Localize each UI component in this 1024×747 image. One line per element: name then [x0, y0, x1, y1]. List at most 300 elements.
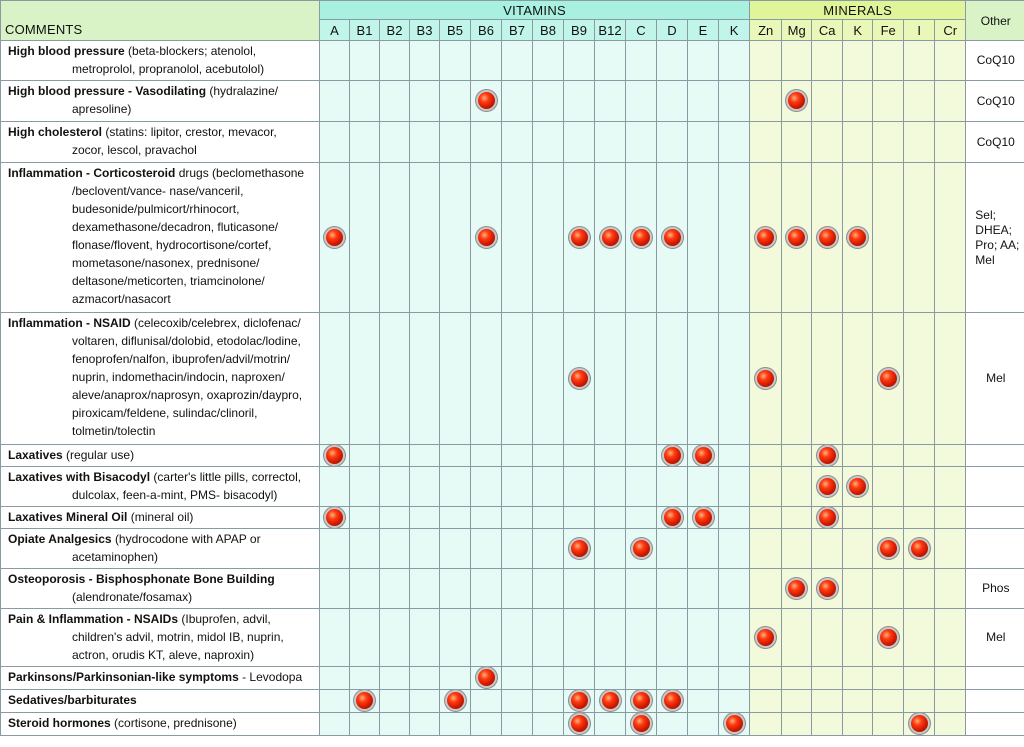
- mineral-cell-ca: [812, 313, 843, 445]
- vitamin-cell-b9: [564, 313, 595, 445]
- mineral-cell-mg: [782, 313, 812, 445]
- vitamin-cell-b5: [440, 163, 471, 313]
- depletion-dot-icon: [880, 370, 897, 387]
- vitamin-cell-b3: [410, 609, 440, 667]
- vitamin-cell-b7: [502, 713, 533, 736]
- depletion-dot-icon: [880, 540, 897, 557]
- medication-desc-line: drugs (beclomethasone: [178, 166, 305, 180]
- vitamin-cell-c: [626, 690, 657, 713]
- mineral-col-ca: Ca: [812, 20, 843, 41]
- depletion-dot-icon: [880, 629, 897, 646]
- medication-cell: [1, 313, 320, 445]
- depletion-dot-icon: [757, 229, 774, 246]
- medication-desc-line: voltaren, diflunisal/dolobid, etodolac/lodine,: [72, 334, 301, 348]
- mineral-cell-cr: [935, 690, 966, 713]
- medication-cell: [1, 690, 320, 713]
- mineral-cell-i: [904, 507, 935, 529]
- medication-desc-line: aleve/anaprox/naprosyn, oxaprozin/daypro,: [72, 388, 303, 402]
- vitamin-cell-b7: [502, 690, 533, 713]
- table-row: [1, 313, 1024, 445]
- vitamin-cell-b8: [533, 569, 564, 609]
- vitamin-cell-e: [688, 41, 719, 81]
- medication-desc-line: /beclovent/vance- nase/vanceril,: [72, 184, 244, 198]
- vitamin-col-b5: B5: [440, 20, 471, 41]
- vitamin-cell-b8: [533, 467, 564, 507]
- depletion-dot-icon: [788, 92, 805, 109]
- vitamin-cell-c: [626, 81, 657, 122]
- vitamin-cell-c: [626, 713, 657, 736]
- depletion-dot-icon: [819, 580, 836, 597]
- medication-desc-line: azmacort/nasacort: [72, 292, 171, 306]
- vitamin-cell-b3: [410, 690, 440, 713]
- mineral-col-k: K: [843, 20, 873, 41]
- table-row: [1, 569, 1024, 609]
- medication-cell: [1, 163, 320, 313]
- vitamin-cell-k: [719, 81, 750, 122]
- table-row: [1, 445, 1024, 467]
- depletion-dot-icon: [478, 229, 495, 246]
- vitamin-cell-b5: [440, 667, 471, 690]
- vitamin-cell-b6: [471, 713, 502, 736]
- mineral-cell-i: [904, 667, 935, 690]
- vitamin-cell-b1: [350, 41, 380, 81]
- table-row: [1, 529, 1024, 569]
- medication-desc-line: piroxicam/feldene, sulindac/clinoril,: [72, 406, 258, 420]
- mineral-cell-zn: [750, 529, 782, 569]
- vitamin-cell-b12: [595, 445, 626, 467]
- vitamin-cell-b8: [533, 313, 564, 445]
- vitamin-col-b7: B7: [502, 20, 533, 41]
- mineral-cell-cr: [935, 713, 966, 736]
- table-row: [1, 122, 1024, 163]
- mineral-cell-zn: [750, 609, 782, 667]
- depletion-dot-icon: [633, 540, 650, 557]
- mineral-cell-cr: [935, 609, 966, 667]
- table-row: [1, 713, 1024, 736]
- mineral-cell-k: [843, 507, 873, 529]
- vitamin-cell-b1: [350, 467, 380, 507]
- mineral-cell-cr: [935, 667, 966, 690]
- depletion-dot-icon: [571, 370, 588, 387]
- comments-header: COMMENTS: [1, 1, 320, 41]
- vitamin-col-b1: B1: [350, 20, 380, 41]
- vitamin-cell-b6: [471, 667, 502, 690]
- vitamin-cell-e: [688, 609, 719, 667]
- mineral-cell-mg: [782, 507, 812, 529]
- mineral-cell-fe: [873, 445, 904, 467]
- mineral-cell-mg: [782, 609, 812, 667]
- depletion-dot-icon: [326, 509, 343, 526]
- vitamin-cell-b9: [564, 81, 595, 122]
- vitamin-cell-a: [320, 122, 350, 163]
- vitamin-cell-e: [688, 690, 719, 713]
- vitamin-cell-b8: [533, 122, 564, 163]
- vitamin-cell-b6: [471, 163, 502, 313]
- vitamin-cell-b1: [350, 690, 380, 713]
- depletion-dot-icon: [695, 447, 712, 464]
- vitamin-cell-b3: [410, 569, 440, 609]
- vitamin-cell-b1: [350, 445, 380, 467]
- mineral-cell-i: [904, 445, 935, 467]
- table-row: [1, 667, 1024, 690]
- vitamin-cell-k: [719, 163, 750, 313]
- vitamin-cell-b6: [471, 690, 502, 713]
- vitamin-col-b3: B3: [410, 20, 440, 41]
- mineral-cell-k: [843, 41, 873, 81]
- vitamin-cell-b5: [440, 609, 471, 667]
- vitamin-cell-d: [657, 313, 688, 445]
- mineral-cell-fe: [873, 507, 904, 529]
- vitamin-cell-b7: [502, 667, 533, 690]
- medication-desc-line: tolmetin/tolectin: [72, 424, 156, 438]
- other-cell: [966, 713, 1024, 736]
- vitamin-cell-e: [688, 667, 719, 690]
- vitamin-cell-d: [657, 529, 688, 569]
- vitamin-cell-d: [657, 713, 688, 736]
- vitamin-cell-b3: [410, 507, 440, 529]
- depletion-dot-icon: [819, 229, 836, 246]
- vitamin-cell-e: [688, 529, 719, 569]
- mineral-cell-ca: [812, 81, 843, 122]
- other-cell: [966, 690, 1024, 713]
- other-cell: [966, 529, 1024, 569]
- vitamin-cell-b1: [350, 313, 380, 445]
- vitamin-cell-b12: [595, 569, 626, 609]
- vitamin-cell-b9: [564, 690, 595, 713]
- vitamin-cell-b1: [350, 529, 380, 569]
- vitamin-cell-b5: [440, 467, 471, 507]
- depletion-dot-icon: [819, 509, 836, 526]
- mineral-cell-i: [904, 163, 935, 313]
- medication-desc-line: (statins: lipitor, crestor, mevacor,: [105, 125, 277, 139]
- vitamin-cell-b1: [350, 713, 380, 736]
- medication-cell: [1, 713, 320, 736]
- vitamin-cell-b7: [502, 609, 533, 667]
- mineral-cell-k: [843, 81, 873, 122]
- depletion-dot-icon: [788, 580, 805, 597]
- vitamin-cell-b3: [410, 313, 440, 445]
- vitamin-cell-b5: [440, 529, 471, 569]
- vitamin-cell-b2: [380, 122, 410, 163]
- vitamin-cell-b7: [502, 507, 533, 529]
- other-cell: Mel: [966, 609, 1024, 667]
- medication-desc-line: mometasone/nasonex, prednisone/: [72, 256, 260, 270]
- medication-desc-line: children's advil, motrin, midol IB, nuprin,: [72, 630, 284, 644]
- vitamin-cell-b9: [564, 713, 595, 736]
- vitamin-cell-b9: [564, 41, 595, 81]
- mineral-cell-zn: [750, 507, 782, 529]
- mineral-cell-fe: [873, 41, 904, 81]
- vitamin-cell-k: [719, 609, 750, 667]
- vitamin-cell-a: [320, 467, 350, 507]
- mineral-cell-fe: [873, 529, 904, 569]
- vitamin-cell-k: [719, 313, 750, 445]
- vitamin-cell-a: [320, 609, 350, 667]
- vitamin-cell-d: [657, 41, 688, 81]
- medication-cell: [1, 569, 320, 609]
- other-cell: [966, 667, 1024, 690]
- vitamin-cell-b9: [564, 445, 595, 467]
- minerals-header: MINERALS: [750, 1, 966, 20]
- depletion-dot-icon: [819, 447, 836, 464]
- medication-title: Laxatives: [8, 448, 63, 462]
- mineral-cell-i: [904, 81, 935, 122]
- medication-desc-line: acetaminophen): [72, 550, 159, 564]
- vitamin-cell-a: [320, 713, 350, 736]
- mineral-cell-ca: [812, 529, 843, 569]
- vitamin-cell-k: [719, 41, 750, 81]
- vitamin-cell-b2: [380, 41, 410, 81]
- vitamin-cell-b2: [380, 569, 410, 609]
- mineral-cell-fe: [873, 81, 904, 122]
- vitamin-cell-b6: [471, 445, 502, 467]
- mineral-cell-cr: [935, 313, 966, 445]
- vitamin-cell-k: [719, 445, 750, 467]
- vitamin-cell-b5: [440, 81, 471, 122]
- medication-cell: [1, 507, 320, 529]
- mineral-cell-ca: [812, 163, 843, 313]
- vitamin-cell-b3: [410, 122, 440, 163]
- medication-desc-line: zocor, lescol, pravachol: [72, 143, 197, 157]
- vitamin-cell-a: [320, 81, 350, 122]
- mineral-col-mg: Mg: [782, 20, 812, 41]
- mineral-cell-fe: [873, 163, 904, 313]
- mineral-cell-mg: [782, 667, 812, 690]
- vitamin-cell-b2: [380, 313, 410, 445]
- vitamin-col-b12: B12: [595, 20, 626, 41]
- mineral-cell-ca: [812, 41, 843, 81]
- vitamin-col-b2: B2: [380, 20, 410, 41]
- depletion-dot-icon: [356, 692, 373, 709]
- vitamin-cell-b2: [380, 507, 410, 529]
- vitamin-col-b8: B8: [533, 20, 564, 41]
- vitamin-cell-b12: [595, 41, 626, 81]
- other-header: Other: [966, 1, 1024, 41]
- medication-cell: [1, 445, 320, 467]
- vitamin-cell-b6: [471, 467, 502, 507]
- depletion-dot-icon: [664, 447, 681, 464]
- table-row: [1, 690, 1024, 713]
- medication-desc-line: (Ibuprofen, advil,: [181, 612, 271, 626]
- depletion-dot-icon: [819, 478, 836, 495]
- depletion-dot-icon: [788, 229, 805, 246]
- depletion-dot-icon: [602, 692, 619, 709]
- mineral-cell-k: [843, 445, 873, 467]
- vitamin-cell-b7: [502, 445, 533, 467]
- mineral-cell-mg: [782, 445, 812, 467]
- mineral-cell-i: [904, 609, 935, 667]
- mineral-cell-mg: [782, 81, 812, 122]
- medication-title: Laxatives with Bisacodyl: [8, 470, 151, 484]
- vitamin-cell-b3: [410, 667, 440, 690]
- depletion-dot-icon: [849, 229, 866, 246]
- vitamin-cell-b3: [410, 467, 440, 507]
- medication-title: High blood pressure: [8, 44, 125, 58]
- mineral-cell-cr: [935, 507, 966, 529]
- medication-cell: [1, 122, 320, 163]
- vitamin-cell-b2: [380, 713, 410, 736]
- other-cell: [966, 507, 1024, 529]
- depletion-dot-icon: [633, 229, 650, 246]
- mineral-cell-cr: [935, 163, 966, 313]
- medication-title: Osteoporosis - Bisphosphonate Bone Building: [8, 572, 275, 586]
- medication-title: Steroid hormones: [8, 716, 111, 730]
- vitamin-cell-c: [626, 163, 657, 313]
- vitamin-cell-b6: [471, 41, 502, 81]
- vitamin-cell-k: [719, 467, 750, 507]
- medication-cell: [1, 609, 320, 667]
- depletion-dot-icon: [664, 509, 681, 526]
- depletion-dot-icon: [757, 370, 774, 387]
- mineral-cell-mg: [782, 569, 812, 609]
- vitamin-cell-b7: [502, 163, 533, 313]
- depletion-dot-icon: [664, 692, 681, 709]
- depletion-dot-icon: [633, 692, 650, 709]
- vitamin-cell-c: [626, 445, 657, 467]
- vitamin-cell-b12: [595, 467, 626, 507]
- vitamin-cell-b9: [564, 467, 595, 507]
- vitamin-cell-b1: [350, 122, 380, 163]
- vitamin-cell-c: [626, 667, 657, 690]
- mineral-cell-mg: [782, 41, 812, 81]
- vitamins-header: VITAMINS: [320, 1, 750, 20]
- other-cell: Phos: [966, 569, 1024, 609]
- vitamin-cell-b1: [350, 163, 380, 313]
- vitamin-cell-b9: [564, 667, 595, 690]
- vitamin-cell-b2: [380, 667, 410, 690]
- depletion-dot-icon: [757, 629, 774, 646]
- medication-desc-line: (celecoxib/celebrex, diclofenac/: [134, 316, 301, 330]
- mineral-cell-k: [843, 690, 873, 713]
- vitamin-cell-e: [688, 445, 719, 467]
- depletion-dot-icon: [447, 692, 464, 709]
- medication-desc-line: (hydralazine/: [209, 84, 279, 98]
- vitamin-cell-b6: [471, 569, 502, 609]
- mineral-cell-cr: [935, 81, 966, 122]
- mineral-cell-i: [904, 713, 935, 736]
- medication-cell: [1, 81, 320, 122]
- medication-desc-line: (carter's little pills, correctol,: [153, 470, 302, 484]
- medication-title: Inflammation - NSAID: [8, 316, 131, 330]
- depletion-dot-icon: [571, 715, 588, 732]
- vitamin-cell-d: [657, 81, 688, 122]
- vitamin-cell-d: [657, 445, 688, 467]
- mineral-cell-k: [843, 569, 873, 609]
- vitamin-cell-e: [688, 81, 719, 122]
- vitamin-cell-b2: [380, 690, 410, 713]
- other-cell: [966, 445, 1024, 467]
- mineral-cell-zn: [750, 41, 782, 81]
- mineral-cell-zn: [750, 713, 782, 736]
- medication-title: Opiate Analgesics: [8, 532, 112, 546]
- depletion-dot-icon: [695, 509, 712, 526]
- medication-desc-line: metroprolol, propranolol, acebutolol): [72, 62, 265, 76]
- vitamin-cell-b3: [410, 163, 440, 313]
- mineral-cell-fe: [873, 713, 904, 736]
- medication-desc-line: (mineral oil): [130, 510, 194, 524]
- mineral-cell-mg: [782, 713, 812, 736]
- vitamin-cell-b5: [440, 41, 471, 81]
- vitamin-cell-b12: [595, 122, 626, 163]
- vitamin-cell-c: [626, 529, 657, 569]
- vitamin-cell-b3: [410, 81, 440, 122]
- table-row: [1, 507, 1024, 529]
- vitamin-cell-b8: [533, 713, 564, 736]
- mineral-cell-k: [843, 667, 873, 690]
- vitamin-cell-a: [320, 569, 350, 609]
- mineral-cell-i: [904, 313, 935, 445]
- vitamin-cell-c: [626, 609, 657, 667]
- medication-desc-line: (beta-blockers; atenolol,: [128, 44, 257, 58]
- medication-desc-line: - Levodopa: [242, 670, 303, 684]
- mineral-cell-k: [843, 467, 873, 507]
- vitamin-cell-k: [719, 122, 750, 163]
- table-body: [1, 41, 1024, 736]
- vitamin-cell-e: [688, 313, 719, 445]
- medication-desc-line: deltasone/meticorten, triamcinolone/: [72, 274, 265, 288]
- table-row: [1, 609, 1024, 667]
- medication-title: Sedatives/barbiturates: [8, 693, 137, 707]
- mineral-cell-zn: [750, 690, 782, 713]
- vitamin-cell-b6: [471, 529, 502, 569]
- depletion-dot-icon: [478, 669, 495, 686]
- vitamin-cell-b1: [350, 667, 380, 690]
- medication-desc-line: actron, orudis KT, aleve, naproxin): [72, 648, 255, 662]
- depletion-dot-icon: [911, 715, 928, 732]
- vitamin-cell-c: [626, 507, 657, 529]
- vitamin-cell-c: [626, 467, 657, 507]
- vitamin-col-e: E: [688, 20, 719, 41]
- vitamin-cell-a: [320, 507, 350, 529]
- vitamin-cell-e: [688, 569, 719, 609]
- medication-title: High cholesterol: [8, 125, 103, 139]
- mineral-cell-ca: [812, 609, 843, 667]
- vitamin-col-a: A: [320, 20, 350, 41]
- vitamin-cell-b2: [380, 609, 410, 667]
- vitamin-cell-k: [719, 507, 750, 529]
- vitamin-cell-d: [657, 467, 688, 507]
- vitamin-cell-d: [657, 163, 688, 313]
- medication-title: High blood pressure - Vasodilating: [8, 84, 207, 98]
- vitamin-cell-b7: [502, 41, 533, 81]
- vitamin-cell-a: [320, 667, 350, 690]
- vitamin-cell-b3: [410, 41, 440, 81]
- vitamin-cell-b1: [350, 507, 380, 529]
- depletion-dot-icon: [326, 447, 343, 464]
- mineral-cell-ca: [812, 690, 843, 713]
- medication-desc-line: fenoprofen/nalfon, ibuprofen/advil/motrin/: [72, 352, 291, 366]
- medication-cell: [1, 529, 320, 569]
- mineral-cell-mg: [782, 467, 812, 507]
- vitamin-cell-e: [688, 122, 719, 163]
- mineral-cell-k: [843, 529, 873, 569]
- mineral-cell-i: [904, 569, 935, 609]
- vitamin-cell-a: [320, 163, 350, 313]
- vitamin-cell-b3: [410, 713, 440, 736]
- medication-desc-line: nuprin, indomethacin/indocin, naproxen/: [72, 370, 285, 384]
- depletion-dot-icon: [571, 229, 588, 246]
- mineral-cell-k: [843, 313, 873, 445]
- vitamin-cell-b1: [350, 609, 380, 667]
- group-header-row: [1, 1, 1024, 20]
- vitamin-cell-b1: [350, 81, 380, 122]
- mineral-cell-fe: [873, 467, 904, 507]
- depletion-dot-icon: [571, 692, 588, 709]
- vitamin-cell-d: [657, 667, 688, 690]
- vitamin-cell-b6: [471, 507, 502, 529]
- table-row: [1, 41, 1024, 81]
- mineral-cell-fe: [873, 122, 904, 163]
